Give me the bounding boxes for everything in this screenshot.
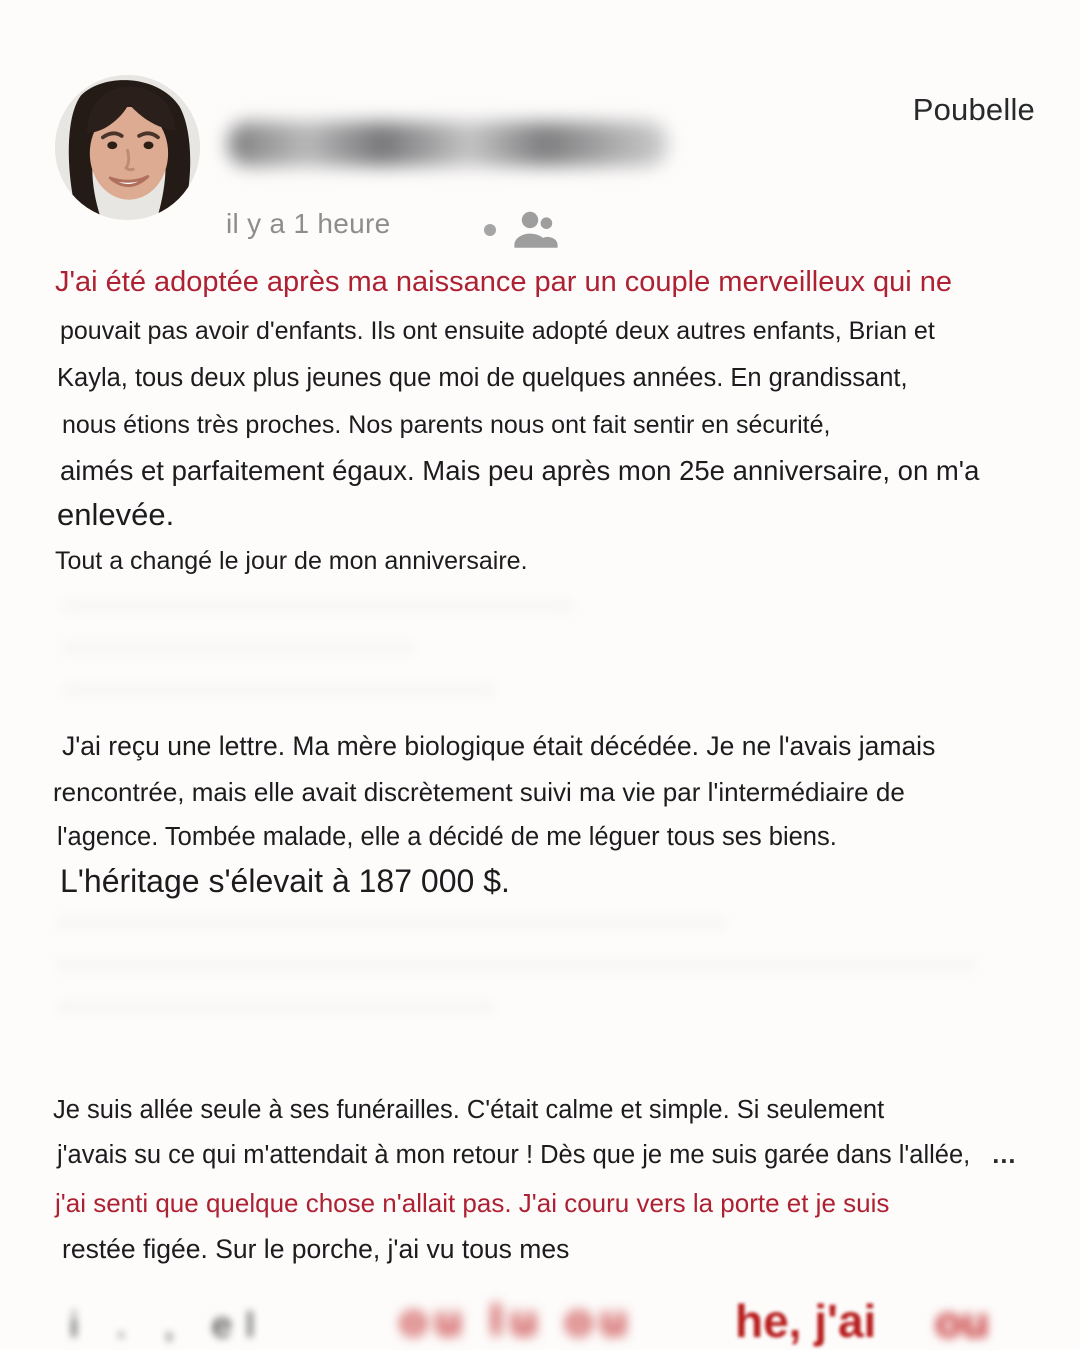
story-line	[57, 1141, 1017, 1170]
story-line: Kayla, tous deux plus jeunes que moi de quelques années. En grandissant,	[57, 364, 908, 392]
blurred-bottom-line	[0, 1290, 1080, 1350]
story-line: j'ai senti que quelque chose n'allait pas. J'ai couru vers la porte et je suis	[55, 1188, 890, 1218]
story-line: J'ai été adoptée après ma naissance par un couple merveilleux qui ne	[55, 266, 953, 298]
blurred-red-fragment: ou lu ou	[400, 1296, 636, 1345]
username-redacted-blur[interactable]	[228, 122, 668, 166]
separator-dot	[484, 224, 496, 236]
story-line: enlevée.	[57, 497, 175, 532]
story-line: J'ai reçu une lettre. Ma mère biologique était décédée. Je ne l'avais jamais	[62, 731, 936, 761]
blurred-red-fragment: he, j'ai	[735, 1295, 877, 1347]
story-line: Je suis allée seule à ses funérailles. C'était calme et simple. Si seulement	[53, 1096, 885, 1124]
story-line: pouvait pas avoir d'enfants. Ils ont ensuite adopté deux autres enfants, Brian et	[60, 317, 935, 345]
story-line-text: j'avais su ce qui m'attendait à mon retour ! Dès que je me suis garée dans l'allée,	[57, 1141, 971, 1169]
story-line: aimés et parfaitement égaux. Mais peu après mon 25e anniversaire, on m'a	[60, 455, 980, 486]
story-line: L'héritage s'élevait à 187 000 $.	[60, 863, 510, 899]
trash-folder-label: Poubelle	[912, 92, 1035, 127]
story-line: restée figée. Sur le porche, j'ai vu tous mes	[62, 1234, 570, 1264]
story-line: rencontrée, mais elle avait discrètement suivi ma vie par l'intermédiaire de	[53, 777, 905, 807]
faded-text-artifact	[55, 915, 1015, 1041]
blurred-red-fragment: ou	[935, 1298, 989, 1347]
post-timestamp: il y a 1 heure	[226, 208, 391, 239]
friends-icon	[508, 206, 560, 254]
see-more-ellipsis[interactable]: ...	[992, 1141, 1017, 1169]
blurred-black-fragment: i . , el	[70, 1304, 269, 1345]
faded-text-artifact	[60, 598, 620, 724]
story-line: l'agence. Tombée malade, elle a décidé de me léguer tous ses biens.	[57, 823, 837, 851]
story-line: Tout a changé le jour de mon anniversaire.	[55, 547, 528, 575]
story-line: nous étions très proches. Nos parents nous ont fait sentir en sécurité,	[62, 411, 831, 439]
woman-portrait	[55, 75, 200, 220]
avatar[interactable]	[55, 75, 200, 220]
